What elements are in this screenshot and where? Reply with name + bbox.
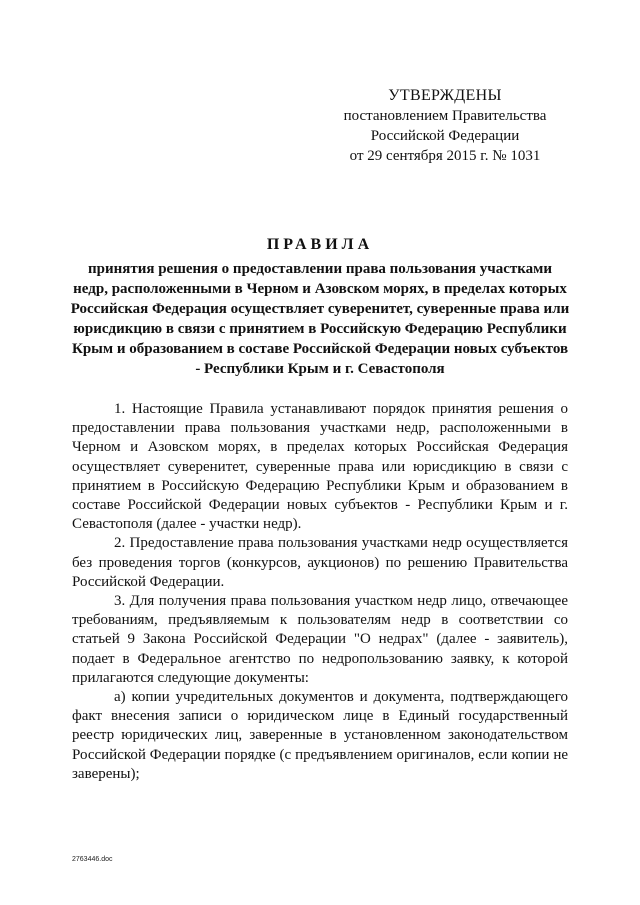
paragraph-1: 1. Настоящие Правила устанавливают порядок принятия решения о предоставлении права пользования участками недр, расположенными в Черном и Азовском морях, в пределах которых Российская Федерация осуществляет суверенитет, суверенные права или юрисдикцию в связи с принятием в Российскую Федерацию Республики Крым и образованием в составе Российской Федерации новых субъектов - Республики Крым и г. Севастополя (далее - участки недр).	[72, 401, 568, 533]
paragraph-3a: а) копии учредительных документов и документа, подтверждающего факт внесения записи о юридическом лице в Единый государственный реестр юридических лиц, заверенные в установленном законодательством Российской Федерации порядке (с предъявлением оригиналов, если копии не заверены);	[72, 689, 568, 782]
approval-line-2: Российской Федерации	[370, 128, 520, 144]
approval-heading: УТВЕРЖДЕНЫ	[388, 87, 502, 104]
approval-line-3: от 29 сентября 2015 г. № 1031	[349, 148, 541, 164]
document-title: ПРАВИЛА	[266, 236, 374, 253]
file-reference: 2763446.doc	[72, 856, 113, 863]
document-subtitle: принятия решения о предоставлении права пользования участками недр, расположенными в Черном и Азовском морях, в пределах которых Российская Федерация осуществляет суверенитет, суверенные права или юрисдикцию в связи с принятием в Российскую Федерацию Республики Крым и образованием в составе Российской Федерации новых субъектов - Республики Крым и г. Севастополя	[70, 261, 570, 377]
paragraph-3: 3. Для получения права пользования участком недр лицо, отвечающее требованиям, предъявляемым к пользователям недр в соответствии со статьей 9 Закона Российской Федерации "О недрах" (далее - заявитель), подает в Федеральное агентство по недропользованию заявку, к которой прилагаются следующие документы:	[72, 593, 568, 686]
approval-line-1: постановлением Правительства	[343, 108, 547, 124]
paragraph-2: 2. Предоставление права пользования участками недр осуществляется без проведения торгов (конкурсов, аукционов) по решению Правительства Российской Федерации.	[72, 535, 568, 590]
document-body	[72, 400, 568, 784]
approval-block	[320, 86, 570, 166]
